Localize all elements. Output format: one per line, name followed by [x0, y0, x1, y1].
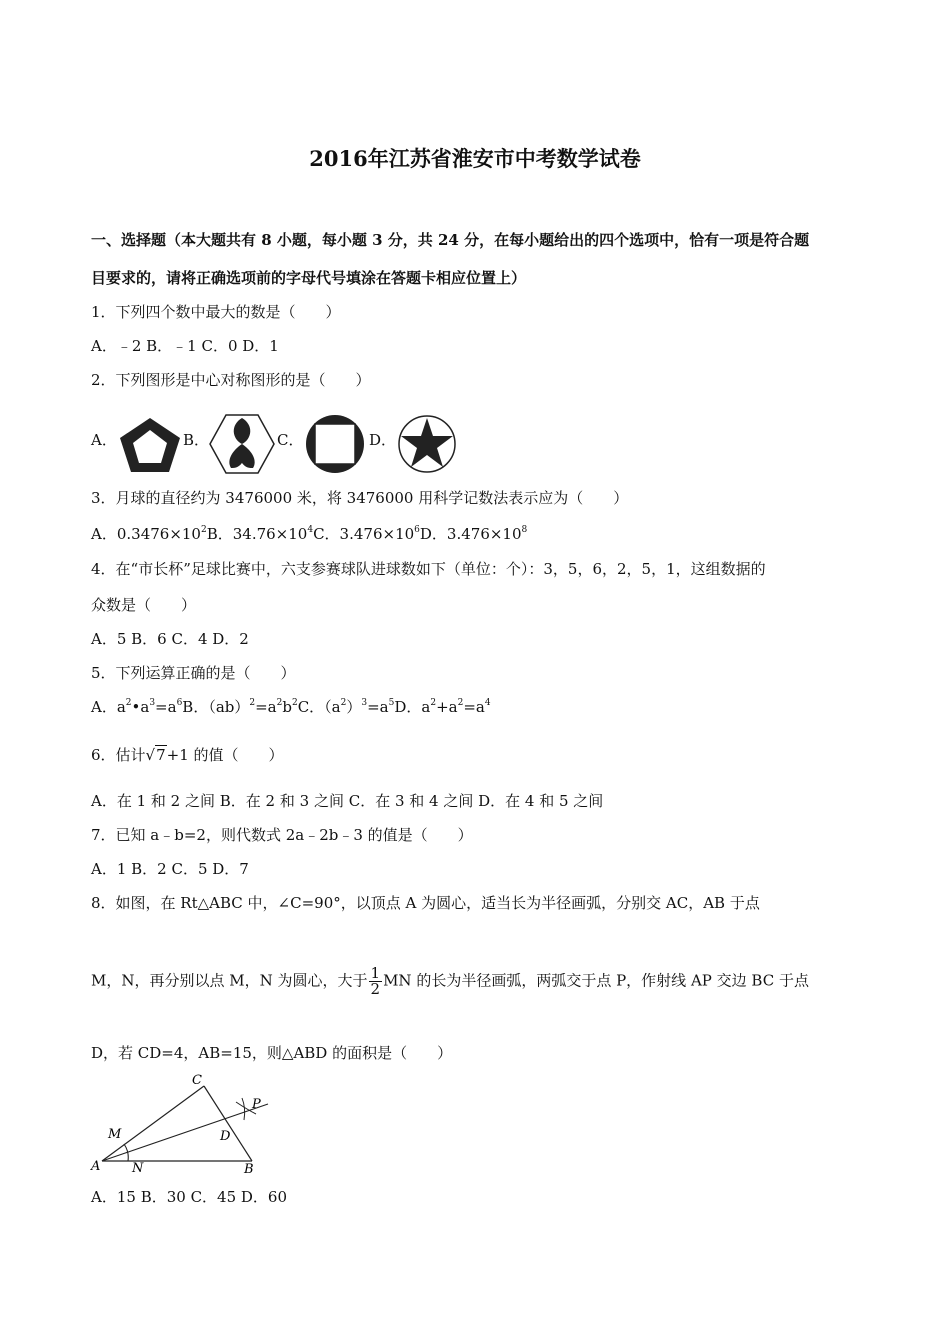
- q8-triangle-figure: [88, 1070, 278, 1180]
- q6-stem: [91, 745, 284, 765]
- label-m: M: [108, 1127, 122, 1142]
- q3-option-a: A．0.3476×10: [91, 525, 201, 543]
- exam-title: 2016年江苏省淮安市中考数学试卷: [309, 146, 641, 171]
- q8-options: A．15 B．30 C．45 D．60: [91, 1188, 288, 1206]
- q6-stem-pre: 6．估计: [91, 746, 146, 764]
- label-c: C: [192, 1073, 202, 1088]
- q6-radicand: 7: [156, 746, 166, 764]
- q7-stem: 7．已知 a﹣b=2，则代数式 2a﹣2b﹣3 的值是（ ）: [91, 826, 473, 844]
- q3-options: [91, 524, 527, 544]
- label-p: P: [252, 1097, 261, 1112]
- fraction-one-half: [369, 966, 383, 997]
- label-b: B: [244, 1162, 254, 1177]
- q5-stem: 5．下列运算正确的是（ ）: [91, 664, 296, 682]
- q4-options: A．5 B．6 C．4 D．2: [91, 630, 249, 648]
- q8-stem2-pre: M，N，再分别以点 M，N 为圆心，大于: [91, 971, 368, 990]
- fraction-denominator: 2: [370, 980, 381, 998]
- q2-figure-a-pentagon: [118, 416, 182, 474]
- q2-label-a: A．: [91, 431, 117, 449]
- q8-stem-line3: D，若 CD=4，AB=15，则△ABD 的面积是（ ）: [91, 1044, 453, 1062]
- q8-stem-line2: [91, 966, 809, 997]
- q8-stem2-post: MN 的长为半径画弧，两弧交于点 P，作射线 AP 交边 BC 于点: [383, 971, 809, 990]
- q3-option-c-exp: 6: [414, 525, 420, 535]
- q4-stem-line1: 4．在“市长杯”足球比赛中，六支参赛球队进球数如下（单位：个）：3，5，6，2，5，1，这组数据的: [91, 560, 766, 578]
- section-heading-line1: 一、选择题（本大题共有 8 小题，每小题 3 分，共 24 分，在每小题给出的四个选项中，恰有一项是符合题: [91, 231, 810, 249]
- q1-options: A．﹣2 B．﹣1 C．0 D．1: [91, 337, 279, 355]
- q5-options: A．$a^2•a^3=a^6B$．$(ab)^2=a^2b^2C$．$(a^2)^3=a^5D$．$a^2+a^2=a^4$: [91, 698, 491, 716]
- q2-label-d: D．: [369, 431, 397, 449]
- q4-stem-line2: 众数是（ ）: [91, 596, 197, 614]
- q1-stem: 1．下列四个数中最大的数是（ ）: [91, 303, 341, 321]
- q6-options: A．在 1 和 2 之间 B．在 2 和 3 之间 C．在 3 和 4 之间 D．在 4 和 5 之间: [91, 792, 604, 810]
- q7-options: A．1 B．2 C．5 D．7: [91, 860, 249, 878]
- fraction-numerator: 1: [370, 964, 381, 982]
- q2-figure-b-hexagon: [208, 413, 276, 475]
- q2-label-b: B．: [183, 431, 210, 449]
- q3-option-d-exp: 8: [521, 525, 528, 535]
- section-heading-line2: 目要求的，请将正确选项前的字母代号填涂在答题卡相应位置上）: [91, 269, 527, 287]
- q3-option-b: B．34.76×10: [206, 525, 308, 543]
- q6-stem-post: +1 的值（ ）: [166, 746, 284, 764]
- q2-figure-d-star-circle: [397, 414, 457, 474]
- q3-option-c: C．3.476×10: [313, 525, 415, 543]
- label-d: D: [220, 1129, 231, 1144]
- q3-option-d: D．3.476×10: [419, 525, 522, 543]
- q8-stem-line1: 8．如图，在 Rt△ABC 中，∠C=90°，以顶点 A 为圆心，适当长为半径画弧，分别交 AC，AB 于点: [91, 894, 760, 912]
- sqrt-symbol: √7: [145, 746, 166, 764]
- q3-option-b-exp: 4: [307, 525, 314, 535]
- label-a: A: [91, 1159, 101, 1174]
- q2-stem: 2．下列图形是中心对称图形的是（ ）: [91, 371, 371, 389]
- q3-option-a-exp: 2: [200, 525, 207, 535]
- q2-figure-c-circle-square: [305, 414, 365, 474]
- q2-label-c: C．: [277, 431, 304, 449]
- label-n: N: [132, 1161, 144, 1176]
- q3-stem: 3．月球的直径约为 3476000 米，将 3476000 用科学记数法表示应为（ ）: [91, 489, 629, 507]
